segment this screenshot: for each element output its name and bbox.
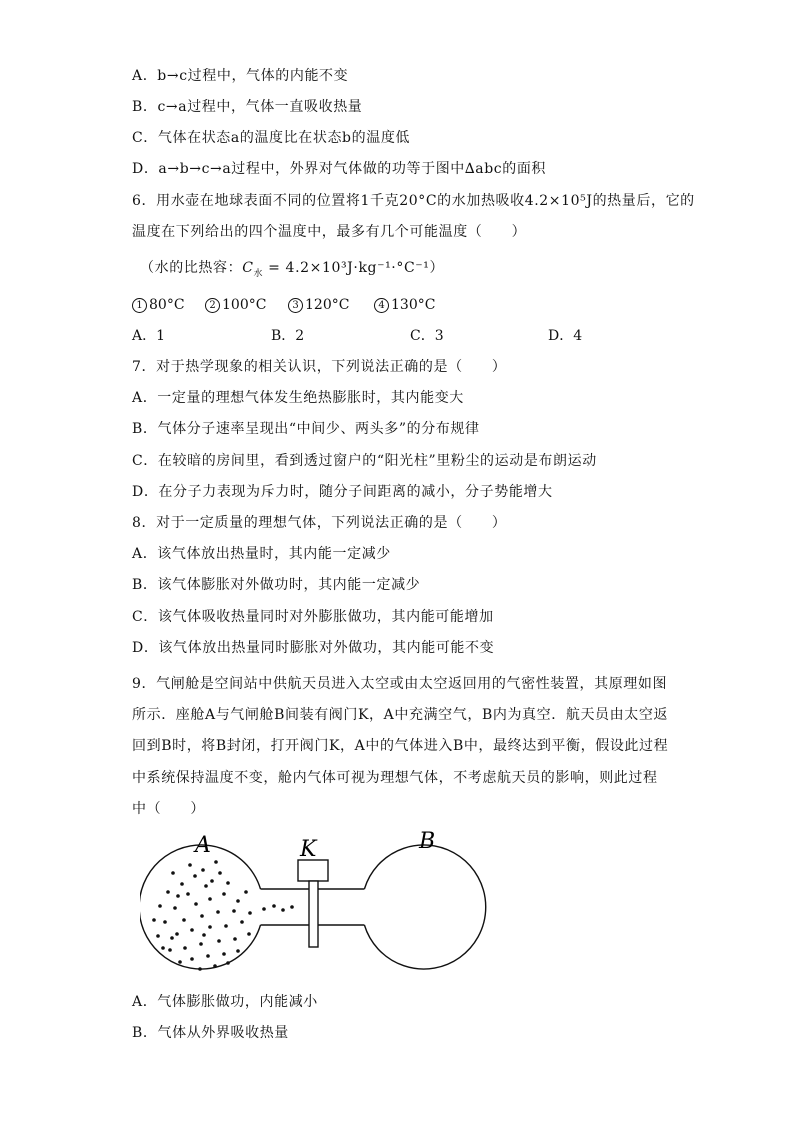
q7-option-b: B．气体分子速率呈现出“中间少、两头多”的分布规律 [132, 421, 480, 437]
q6-choice-a: A．1 [132, 328, 166, 344]
label-a: A [195, 833, 211, 858]
q5-option-b: B．c→a过程中，气体一直吸收热量 [132, 99, 363, 115]
q6-choice-d: D．4 [548, 328, 583, 344]
q8-option-b: B．该气体膨胀对外做功时，其内能一定减少 [132, 577, 421, 593]
q6-note-prefix: （水的比热容： [140, 260, 243, 276]
label-b: B [419, 829, 436, 854]
q7-stem: 7．对于热学现象的相关认识，下列说法正确的是（ ） [132, 359, 507, 375]
circled-number: 1 [132, 298, 147, 313]
circled-number: 4 [374, 298, 389, 313]
q6-note-symbol: C [242, 260, 254, 276]
q9-option-a: A．气体膨胀做功，内能减小 [132, 994, 318, 1010]
cabin-a-outline [140, 845, 261, 969]
q6-specific-heat-note [140, 258, 444, 284]
gas-molecules [152, 860, 294, 971]
label-k: K [300, 837, 317, 862]
q9-stem: 9．气闸舱是空间站中供航天员进入太空或由太空返回用的气密性装置，其原理如图所示．座舱A与气闸舱B间装有阀门K，A中充满空气，B内为真空．航天员由太空返回到B时，将B封闭，打开阀门K，A中的气体进入B中，最终达到平衡，假设此过程中系统保持温度不变，舱内气体可视为理想气体，不考虑航天员的影响，则此过程中（ ） [132, 676, 669, 817]
q6-temp-4 [374, 295, 435, 315]
q5-option-c: C．气体在状态a的温度比在状态b的温度低 [132, 130, 411, 146]
circled-number: 3 [288, 298, 303, 313]
valve-k-handle [298, 860, 328, 881]
q6-stem-line-2: 温度在下列给出的四个温度中，最多有几个可能温度（ ） [132, 224, 527, 240]
q8-stem: 8．对于一定质量的理想气体，下列说法正确的是（ ） [132, 515, 507, 531]
q6-temp-value: 130°C [391, 297, 436, 313]
q6-note-value: = 4.2×10³J·kg⁻¹·°C⁻¹） [263, 260, 445, 276]
q6-temp-value: 80°C [149, 297, 185, 313]
circled-number: 2 [205, 298, 220, 313]
q7-option-c: C．在较暗的房间里，看到透过窗户的“阳光柱”里粉尘的运动是布朗运动 [132, 453, 597, 469]
q8-option-c: C．该气体吸收热量同时对外膨胀做功，其内能可能增加 [132, 609, 494, 625]
q7-option-a: A．一定量的理想气体发生绝热膨胀时，其内能变大 [132, 390, 464, 406]
q5-option-a: A．b→c过程中，气体的内能不变 [132, 68, 349, 84]
q7-option-d: D．在分子力表现为斥力时，随分子间距离的减小，分子势能增大 [132, 484, 553, 500]
q6-note-subscript: 水 [253, 268, 264, 279]
q6-choice-c: C．3 [410, 328, 444, 344]
q8-option-d: D．该气体放出热量同时膨胀对外做功，其内能可能不变 [132, 640, 495, 656]
cabin-b-outline [364, 845, 485, 969]
q9-option-b: B．气体从外界吸收热量 [132, 1025, 289, 1041]
q6-temp-3 [288, 295, 349, 315]
q6-temp-value: 100°C [222, 297, 267, 313]
q6-temp-value: 120°C [305, 297, 350, 313]
q6-temp-1 [132, 295, 185, 315]
q5-option-d: D．a→b→c→a过程中，外界对气体做的功等于图中∆abc的面积 [132, 161, 547, 177]
q6-choice-b: B．2 [271, 328, 305, 344]
q6-stem-line-1: 6．用水壶在地球表面不同的位置将1千克20°C的水加热吸收4.2×10⁵J的热量后，它的 [132, 193, 695, 209]
q6-temp-2 [205, 295, 266, 315]
airlock-diagram [140, 826, 490, 976]
q8-option-a: A．该气体放出热量时，其内能一定减少 [132, 546, 391, 562]
valve-k-stem [309, 881, 318, 947]
